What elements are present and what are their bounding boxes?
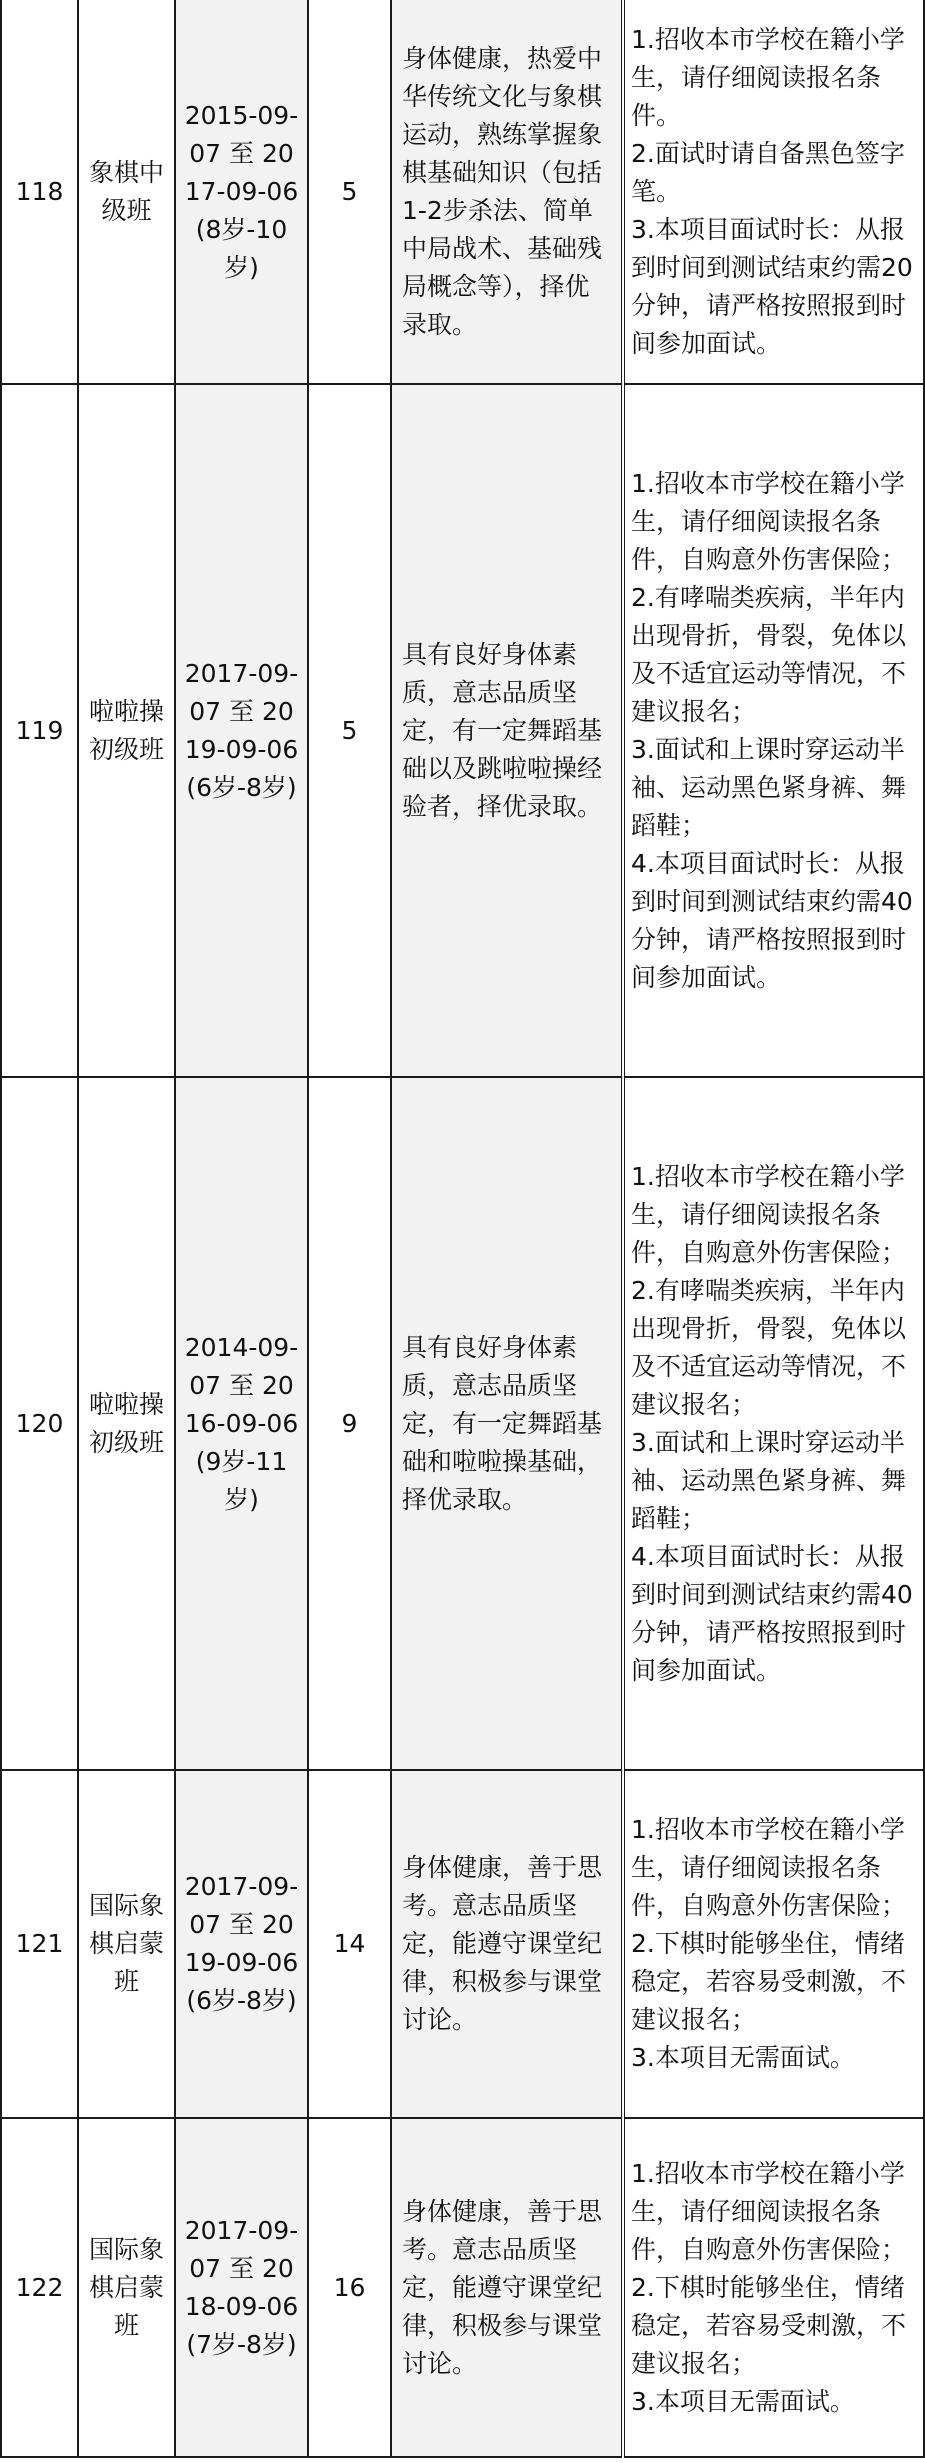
class-name: 象棋中级班 — [78, 0, 175, 384]
notes — [623, 1077, 924, 1770]
notes-text: 1.招收本市学校在籍小学生，请仔细阅读报名条件，自购意外伤害保险； 2.有哮喘类疾病，半年内出现骨折，骨裂，免体以及不适宜运动等情况，不建议报名； 3.面试和上课时穿运动半袖、运动黑色紧身裤、舞蹈鞋； 4.本项目面试时长：从报到时间到测试结束约需40分钟，请严格按照报到时间参加面试。 — [631, 1161, 913, 1685]
notes-text: 1.招收本市学校在籍小学生，请仔细阅读报名条件，自购意外伤害保险； 2.下棋时能够坐住，情绪稳定，若容易受刺激，不建议报名； 3.本项目无需面试。 — [631, 2158, 907, 2416]
birth-date-range: 2014-09-07 至 2016-09-06(9岁-11岁) — [175, 1077, 308, 1770]
admission-requirement: 具有良好身体素质，意志品质坚定，有一定舞蹈基础和啦啦操基础，择优录取。 — [391, 1077, 623, 1770]
table-row — [1, 384, 924, 1077]
admission-requirement: 身体健康，善于思考。意志品质坚定，能遵守课堂纪律，积极参与课堂讨论。 — [391, 2118, 623, 2457]
enrollment-quota: 14 — [308, 1770, 391, 2118]
row-number: 118 — [1, 0, 78, 384]
row-number: 121 — [1, 1770, 78, 2118]
birth-date-range: 2017-09-07 至 2019-09-06(6岁-8岁) — [175, 1770, 308, 2118]
notes — [623, 2118, 924, 2457]
notes-text: 1.招收本市学校在籍小学生，请仔细阅读报名条件，自购意外伤害保险； 2.有哮喘类疾病，半年内出现骨折，骨裂，免体以及不适宜运动等情况，不建议报名； 3.面试和上课时穿运动半袖、运动黑色紧身裤、舞蹈鞋； 4.本项目面试时长：从报到时间到测试结束约需40分钟，请严格按照报到时间参加面试。 — [631, 468, 913, 992]
admission-requirement: 具有良好身体素质，意志品质坚定，有一定舞蹈基础以及跳啦啦操经验者，择优录取。 — [391, 384, 623, 1077]
table-row — [1, 1770, 924, 2118]
birth-date-range: 2015-09-07 至 2017-09-06(8岁-10岁) — [175, 0, 308, 384]
notes — [623, 1770, 924, 2118]
class-name: 国际象棋启蒙班 — [78, 2118, 175, 2457]
row-number: 122 — [1, 2118, 78, 2457]
enrollment-quota: 9 — [308, 1077, 391, 1770]
notes-text: 1.招收本市学校在籍小学生，请仔细阅读报名条件，自购意外伤害保险； 2.下棋时能够坐住，情绪稳定，若容易受刺激，不建议报名； 3.本项目无需面试。 — [631, 1815, 907, 2072]
row-number: 120 — [1, 1077, 78, 1770]
notes — [623, 0, 924, 384]
notes-text: 1.招收本市学校在籍小学生，请仔细阅读报名条件。 2.面试时请自备黑色签字笔。 3.本项目面试时长：从报到时间到测试结束约需20分钟，请严格按照报到时间参加面试。 — [631, 24, 913, 358]
row-number: 119 — [1, 384, 78, 1077]
table-row — [1, 1077, 924, 1770]
class-name: 啦啦操初级班 — [78, 384, 175, 1077]
notes — [623, 384, 924, 1077]
class-name: 啦啦操初级班 — [78, 1077, 175, 1770]
table-row — [1, 2118, 924, 2457]
table-row — [1, 0, 924, 384]
birth-date-range: 2017-09-07 至 2019-09-06(6岁-8岁) — [175, 384, 308, 1077]
enrollment-quota: 16 — [308, 2118, 391, 2457]
admission-requirement: 身体健康，善于思考。意志品质坚定，能遵守课堂纪律，积极参与课堂讨论。 — [391, 1770, 623, 2118]
enrollment-quota: 5 — [308, 384, 391, 1077]
birth-date-range: 2017-09-07 至 2018-09-06(7岁-8岁) — [175, 2118, 308, 2457]
enrollment-quota: 5 — [308, 0, 391, 384]
admission-requirement: 身体健康，热爱中华传统文化与象棋运动，熟练掌握象棋基础知识（包括1-2步杀法、简单中局战术、基础残局概念等），择优录取。 — [391, 0, 623, 384]
class-name: 国际象棋启蒙班 — [78, 1770, 175, 2118]
